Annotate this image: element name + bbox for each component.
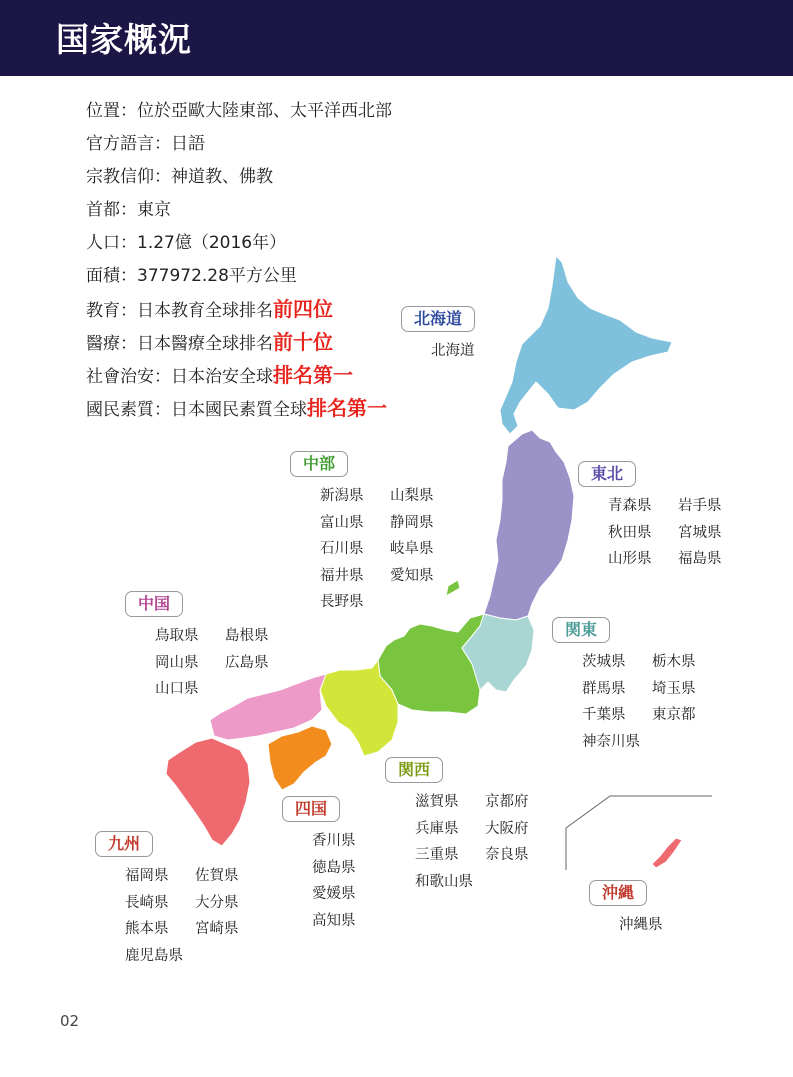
prefecture-label: 富山県 bbox=[320, 514, 364, 531]
fact-label: 人口： bbox=[86, 233, 137, 253]
prefecture-label: 滋賀県 bbox=[415, 794, 459, 810]
okinawa-inset-frame bbox=[566, 796, 712, 870]
fact-label: 官方語言： bbox=[86, 134, 171, 154]
prefecture-label: 佐賀県 bbox=[195, 868, 239, 884]
map-hokkaido bbox=[500, 256, 672, 434]
prefecture-label: 栃木県 bbox=[652, 654, 696, 670]
fact-highlight: 排名第一 bbox=[273, 363, 353, 387]
fact-text: 神道教、佛教 bbox=[171, 167, 273, 187]
prefecture-label: 岩手県 bbox=[678, 498, 722, 514]
prefecture-label: 石川県 bbox=[320, 541, 364, 557]
region-badge: 関西 bbox=[385, 757, 443, 783]
fact-label: 醫療： bbox=[86, 334, 137, 354]
prefecture-label: 千葉県 bbox=[582, 707, 626, 723]
prefecture-label: 宮城県 bbox=[678, 524, 722, 541]
prefecture-label: 山梨県 bbox=[390, 488, 434, 504]
prefecture-label: 徳島県 bbox=[312, 859, 356, 876]
prefecture-label: 北海道 bbox=[431, 343, 475, 359]
prefecture-label: 東京都 bbox=[652, 707, 696, 723]
region-badge: 中部 bbox=[290, 451, 348, 477]
prefecture-label: 兵庫県 bbox=[415, 820, 459, 837]
region-chubu bbox=[290, 451, 460, 616]
prefecture-label: 神奈川県 bbox=[582, 733, 640, 750]
region-shikoku bbox=[282, 796, 382, 934]
prefecture-label: 沖縄県 bbox=[619, 917, 663, 933]
fact-highlight: 前四位 bbox=[273, 297, 333, 321]
map-tohoku bbox=[484, 430, 574, 620]
prefecture-label: 高知県 bbox=[312, 912, 356, 929]
prefecture-label: 山口県 bbox=[155, 681, 199, 697]
prefecture-label: 広島県 bbox=[225, 654, 269, 671]
fact-label: 面積： bbox=[86, 266, 137, 286]
region-kanto bbox=[552, 617, 722, 755]
prefecture-label: 大分県 bbox=[195, 894, 239, 911]
page-title: 国家概況 bbox=[56, 20, 192, 59]
region-tohoku bbox=[578, 461, 748, 573]
region-badge: 中国 bbox=[125, 591, 183, 617]
fact-text: 日本醫療全球排名 bbox=[137, 334, 273, 354]
region-chugoku bbox=[125, 591, 295, 703]
fact-highlight: 前十位 bbox=[273, 330, 333, 354]
prefecture-label: 福島県 bbox=[678, 551, 722, 567]
prefecture-label: 和歌山県 bbox=[415, 873, 473, 890]
fact-text: 東京 bbox=[137, 200, 171, 220]
region-hokkaido bbox=[401, 306, 501, 365]
prefecture-label: 奈良県 bbox=[485, 847, 529, 863]
prefecture-label: 京都府 bbox=[485, 794, 529, 810]
prefecture-label: 群馬県 bbox=[582, 680, 626, 697]
prefecture-label: 福井県 bbox=[320, 567, 364, 584]
fact-text: 日本國民素質全球 bbox=[171, 400, 307, 420]
fact-label: 位置： bbox=[86, 101, 137, 121]
fact-label: 首都： bbox=[86, 200, 137, 220]
prefecture-label: 静岡県 bbox=[390, 514, 434, 531]
fact-text: 日本教育全球排名 bbox=[137, 301, 273, 321]
fact-text: 1.27億（2016年） bbox=[137, 233, 287, 253]
prefecture-label: 埼玉県 bbox=[652, 680, 696, 697]
prefecture-list bbox=[582, 649, 722, 755]
region-badge: 北海道 bbox=[401, 306, 475, 332]
prefecture-label: 大阪府 bbox=[485, 820, 529, 837]
prefecture-label: 岐阜県 bbox=[390, 541, 434, 557]
map-shikoku bbox=[268, 726, 332, 790]
prefecture-label: 熊本県 bbox=[125, 921, 169, 937]
prefecture-label: 愛知県 bbox=[390, 567, 434, 584]
prefecture-list bbox=[431, 338, 501, 365]
prefecture-label: 愛媛県 bbox=[312, 886, 356, 902]
region-badge: 関東 bbox=[552, 617, 610, 643]
fact-text: 377972.28平方公里 bbox=[137, 266, 297, 286]
prefecture-label: 三重県 bbox=[415, 847, 459, 863]
prefecture-list bbox=[608, 493, 748, 573]
fact-label: 社會治安： bbox=[86, 367, 171, 387]
region-kansai bbox=[385, 757, 555, 895]
prefecture-label: 鹿児島県 bbox=[125, 947, 183, 964]
prefecture-label: 福岡県 bbox=[125, 868, 169, 884]
region-badge: 沖縄 bbox=[589, 880, 647, 906]
fact-label: 宗教信仰： bbox=[86, 167, 171, 187]
map-okinawa bbox=[652, 838, 682, 868]
prefecture-label: 秋田県 bbox=[608, 524, 652, 541]
prefecture-label: 山形県 bbox=[608, 551, 652, 567]
fact-label: 教育： bbox=[86, 301, 137, 321]
prefecture-list bbox=[619, 912, 689, 939]
fact-highlight: 排名第一 bbox=[307, 396, 387, 420]
prefecture-label: 青森県 bbox=[608, 498, 652, 514]
prefecture-list bbox=[125, 863, 265, 969]
region-okinawa bbox=[589, 880, 689, 939]
prefecture-list bbox=[415, 789, 555, 895]
fact-text: 位於亞歐大陸東部、太平洋西北部 bbox=[137, 101, 392, 121]
prefecture-list bbox=[312, 828, 382, 934]
region-badge: 四国 bbox=[282, 796, 340, 822]
region-badge: 九州 bbox=[95, 831, 153, 857]
prefecture-label: 香川県 bbox=[312, 833, 356, 849]
prefecture-label: 島根県 bbox=[225, 628, 269, 644]
prefecture-label: 鳥取県 bbox=[155, 628, 199, 644]
prefecture-label: 長野県 bbox=[320, 594, 364, 610]
region-kyushu bbox=[95, 831, 265, 969]
fact-text: 日語 bbox=[171, 134, 205, 154]
prefecture-list bbox=[155, 623, 295, 703]
prefecture-list bbox=[320, 483, 460, 616]
page-number: 02 bbox=[60, 1012, 80, 1030]
prefecture-label: 岡山県 bbox=[155, 654, 199, 671]
fact-label: 國民素質： bbox=[86, 400, 171, 420]
prefecture-label: 長崎県 bbox=[125, 894, 169, 911]
prefecture-label: 宮崎県 bbox=[195, 921, 239, 937]
region-badge: 東北 bbox=[578, 461, 636, 487]
prefecture-label: 茨城県 bbox=[582, 654, 626, 670]
prefecture-label: 新潟県 bbox=[320, 488, 364, 504]
fact-text: 日本治安全球 bbox=[171, 367, 273, 387]
map-kyushu bbox=[166, 738, 250, 846]
